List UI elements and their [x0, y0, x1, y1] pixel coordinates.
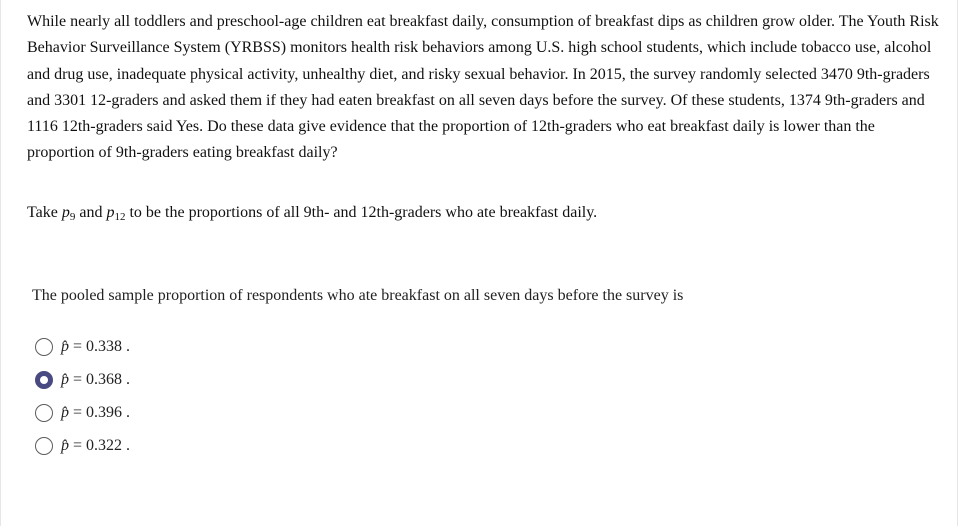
definition-middle: and — [79, 204, 103, 221]
option-label: p̂ = 0.338 . — [61, 337, 131, 355]
answer-options — [35, 330, 130, 462]
p12-symbol: $p_{12}$ — [106, 204, 126, 223]
option-label: p̂ = 0.396 . — [61, 403, 131, 421]
radio-button[interactable] — [35, 338, 53, 356]
proportion-definition — [27, 200, 597, 226]
radio-button[interactable] — [35, 437, 53, 455]
radio-button[interactable] — [35, 371, 53, 389]
question-paragraph: While nearly all toddlers and preschool-age children eat breakfast daily, consumption of breakfast dips as children grow older. The Youth Risk Behavior Surveillance System (YRBSS) monitors health risk behaviors among U.S. high school students, which include tobacco use, alcohol and drug use, inadequate physical activity, unhealthy diet, and risky sexual behavior. In 2015, the survey randomly selected 3470 9th-graders and 3301 12-graders and asked them if they had eaten breakfast on all seven days before the survey. Of these students, 1374 9th-graders and 1116 12th-graders said Yes. Do these data give evidence that the proportion of 12th-graders who eat breakfast daily is lower than the proportion of 9th-graders eating breakfast daily? — [27, 13, 939, 162]
option-label: p̂ = 0.322 . — [61, 436, 131, 454]
definition-suffix: to be the proportions of all 9th- and 12th-graders who ate breakfast daily. — [129, 204, 598, 221]
option-label: p̂ = 0.368 . — [61, 370, 131, 388]
answer-option-3[interactable] — [35, 396, 130, 429]
question-text — [27, 9, 942, 167]
p9-symbol: $p_9$ — [61, 204, 76, 223]
radio-button[interactable] — [35, 404, 53, 422]
answer-option-1[interactable] — [35, 330, 130, 363]
definition-prefix: Take — [27, 204, 58, 221]
answer-option-4[interactable] — [35, 429, 130, 462]
answer-prompt: The pooled sample proportion of respondents who ate breakfast on all seven days before the survey is — [32, 287, 684, 304]
answer-option-2[interactable] — [35, 363, 130, 396]
